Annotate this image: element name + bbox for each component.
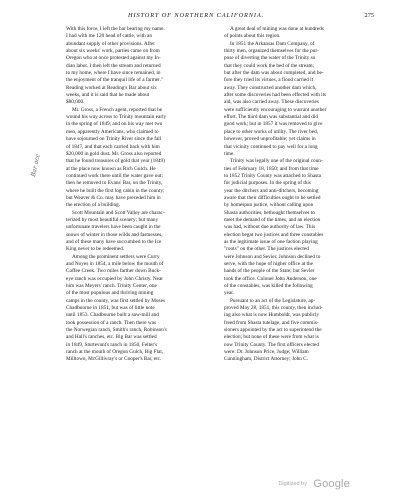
text-line: where he built the first log cabin in the county; — [66, 187, 165, 194]
text-line: camps in the county, was first settled by Moses — [66, 297, 165, 304]
text-line: sioners appointed by the act to superintend the — [224, 327, 322, 334]
text-line: to my home, where I have since remained, in — [66, 70, 161, 77]
text-line: $20,000 in gold dust. Mr. Gross also reported — [66, 150, 162, 157]
text-line: year. — [224, 290, 235, 297]
text-line: Trinity was legally one of the original coun- — [230, 158, 323, 165]
page-number: 275 — [364, 12, 374, 19]
text-line: terized by most beautiful scenery; but many — [66, 216, 159, 223]
text-line: eye ranch was occupied by John Christy. Near — [66, 275, 164, 282]
text-line: him was Meyers' ranch. Trinity Center, one — [66, 283, 157, 290]
text-line: but after the dam was about completed, and be- — [224, 70, 324, 77]
text-line: freed from Shasta tutelage, and five commis- — [224, 319, 319, 326]
text-line: were sufficiently encouraging to warrant another — [224, 106, 327, 113]
text-line: In 1851 the Arkansas Dam Company, of — [230, 40, 315, 47]
text-line: ranch at the mouth of Oregon Gulch, Big Flat, — [66, 349, 164, 356]
text-line: A great deal of mining was done at hundreds — [230, 26, 324, 32]
paragraph — [224, 41, 372, 159]
text-line: until 1853. Chadbourne built a saw-mill and — [66, 312, 159, 319]
text-line: then he removed to Evans' Bar, on the Trinity, — [66, 180, 163, 187]
text-line: Reading worked at Reading's Bar about six — [66, 84, 157, 91]
text-line: took the office. Colonel John Anderson, one — [224, 275, 317, 282]
text-line: Pursuant to an act of the Legislature, ap- — [230, 297, 316, 304]
text-line: snows of winter in those wilds and fastnesses, — [66, 231, 163, 238]
text-line: and of these many have succumbed to the Ice — [66, 238, 162, 245]
text-line: hands of the people of the State; but Sevier — [224, 268, 315, 275]
digitization-watermark — [278, 474, 350, 492]
text-line: dian labor. I then left the stream and returned — [66, 62, 161, 69]
text-line: abundant supply of other provisions. After — [66, 40, 155, 47]
left-text-column — [66, 26, 214, 364]
text-line: and Hall's ranches, etc. Big Bar was settled — [66, 334, 157, 341]
text-line: the enjoyment of the tranquil life of a farmer." — [66, 77, 164, 84]
text-line: place to other works of utility. The river bed, — [224, 128, 319, 135]
text-line: Chadbourne in 1851, but was of little note — [66, 305, 155, 312]
paragraph — [224, 158, 372, 298]
text-line: have sojourned on Trinity River since the fall — [66, 136, 162, 143]
text-line: of points about this region. — [224, 33, 281, 40]
text-line: $80,000. — [66, 99, 85, 106]
text-line: the Norwegian ranch, Smith's ranch, Robinson's — [66, 327, 167, 334]
text-line: aware that their difficulties ought to be settled — [224, 194, 321, 201]
text-line: was had, without due authority of law. This — [224, 224, 315, 231]
paragraph — [66, 210, 214, 254]
text-line: but Weaver & Co. may have preceded him in — [66, 194, 161, 201]
text-line: Shasta authorities, bethought themselves to — [224, 209, 315, 216]
watermark-prefix: Digitized by — [278, 481, 307, 487]
text-line: ing also what is now Humboldt, was publicly — [224, 312, 320, 319]
text-line: Coffee Creek. Two miles farther down Buck- — [66, 268, 161, 275]
text-line: serve, with the hope of higher office at the — [224, 261, 313, 267]
text-line: time. — [224, 150, 235, 157]
text-line: men, apparently Americans, who claimed to — [66, 128, 159, 135]
text-line: took possession of a ranch. Then there was — [66, 319, 157, 326]
text-line: effort. The third dam was substantial and did — [224, 114, 318, 121]
right-text-column — [224, 26, 372, 364]
text-line: that he found treasures of gold that year (1849) — [66, 158, 165, 165]
text-line: Oregon who at once protested against my In- — [66, 55, 161, 62]
text-line: election; but none of these were from what is — [224, 334, 319, 341]
text-line: the erection of a building. — [66, 202, 121, 209]
text-line: of the most populous and thriving mining — [66, 290, 154, 297]
text-line: away. They constructed another dam which, — [224, 84, 317, 91]
paragraph — [66, 254, 214, 364]
running-header — [68, 12, 374, 24]
text-line: in 1849, Sturtevant's ranch in 1850, Felter's — [66, 341, 158, 348]
text-line: and Noyes in 1854, a mile below the mouth of — [66, 261, 164, 267]
text-line: by homespun justice, without calling upon — [224, 202, 314, 209]
text-line: King never to be redeemed. — [66, 246, 125, 253]
paragraph — [66, 107, 214, 210]
text-line: that they could work the bed of the stream; — [224, 62, 315, 69]
text-line: "roots" on the other. The justices elected — [224, 246, 309, 253]
text-line: election begat two justices and three constables — [224, 231, 324, 238]
text-line: however, proved unprofitable; yet claims in — [224, 136, 316, 143]
text-line: of the constables, was killed the following — [224, 283, 313, 290]
text-line: I had with me 120 head of cattle, with an — [66, 33, 153, 40]
text-line: Milltown, McGillivray's or Cooper's Bar, etc. — [66, 356, 162, 363]
text-line: now Trinity County. The first officers elected — [224, 341, 319, 348]
text-line: meet the demand of the times, and an election — [224, 216, 321, 223]
text-line: pose of diverting the water of the Trinity so — [224, 55, 316, 62]
text-line: good work; but in 1857 it was removed to give — [224, 121, 323, 128]
text-line: that vicinity continued to pay well for a long — [224, 143, 318, 150]
text-line: ties of February 18, 1850; and from that time — [224, 165, 319, 172]
text-line: were Johnson and Sevier. Johnson declined to — [224, 253, 321, 260]
text-line: in the spring of 1849, and on his way met two — [66, 121, 163, 128]
text-line: of 1847, and that each carried back with him — [66, 143, 160, 150]
handwritten-marginalia: Bar acc — [30, 153, 42, 178]
text-line: at the place now known as Rich Gulch. He — [66, 165, 156, 172]
text-line: Mr. Gross, a French agent, reported that he — [72, 106, 163, 113]
text-line: proved May 28, 1851, this county, then includ- — [224, 305, 323, 312]
text-line: continued work there until the water gave out; — [66, 172, 163, 179]
text-line: Among the prominent settlers were Curry — [72, 253, 160, 260]
text-line: wound his way across to Trinity mountain early — [66, 114, 167, 121]
paragraph — [224, 26, 372, 41]
text-line: weeks, and it is said that he made about — [66, 92, 150, 99]
text-line: aid, was also carried away. These discoveries — [224, 99, 319, 106]
running-title: HISTORY OF NORTHERN CALIFORNIA. — [128, 12, 265, 19]
text-line: unfortunate travelers have been caught in the — [66, 224, 161, 231]
text-line: as the legitimate issue of one faction playing — [224, 238, 318, 245]
text-line: Cunningham, District Attorney; John C. — [224, 356, 308, 363]
text-line: about six weeks' work, parties came on from — [66, 48, 160, 55]
paragraph — [224, 298, 372, 364]
paragraph — [66, 26, 214, 107]
google-logo: Google — [313, 478, 350, 490]
text-line: Scott Mountain and Scott Valley are charac- — [72, 209, 165, 216]
text-line: were: Dr. Johnson Price, Judge; William — [224, 349, 309, 356]
text-line: for judicial purposes. In the spring of this — [224, 180, 311, 187]
text-line: With this force, I left the bar bearing my name. — [66, 26, 165, 32]
text-line: thirty men, organized themselves for the pur- — [224, 48, 319, 55]
text-line: year the ditchers and anti-ditchers, becoming — [224, 187, 319, 194]
text-line: fore they tried its virtues, a flood carried it — [224, 77, 314, 84]
text-line: to 1852 Trinity County was attached to Shasta — [224, 172, 321, 179]
text-line: after some discoveries had been effected with its — [224, 92, 327, 99]
